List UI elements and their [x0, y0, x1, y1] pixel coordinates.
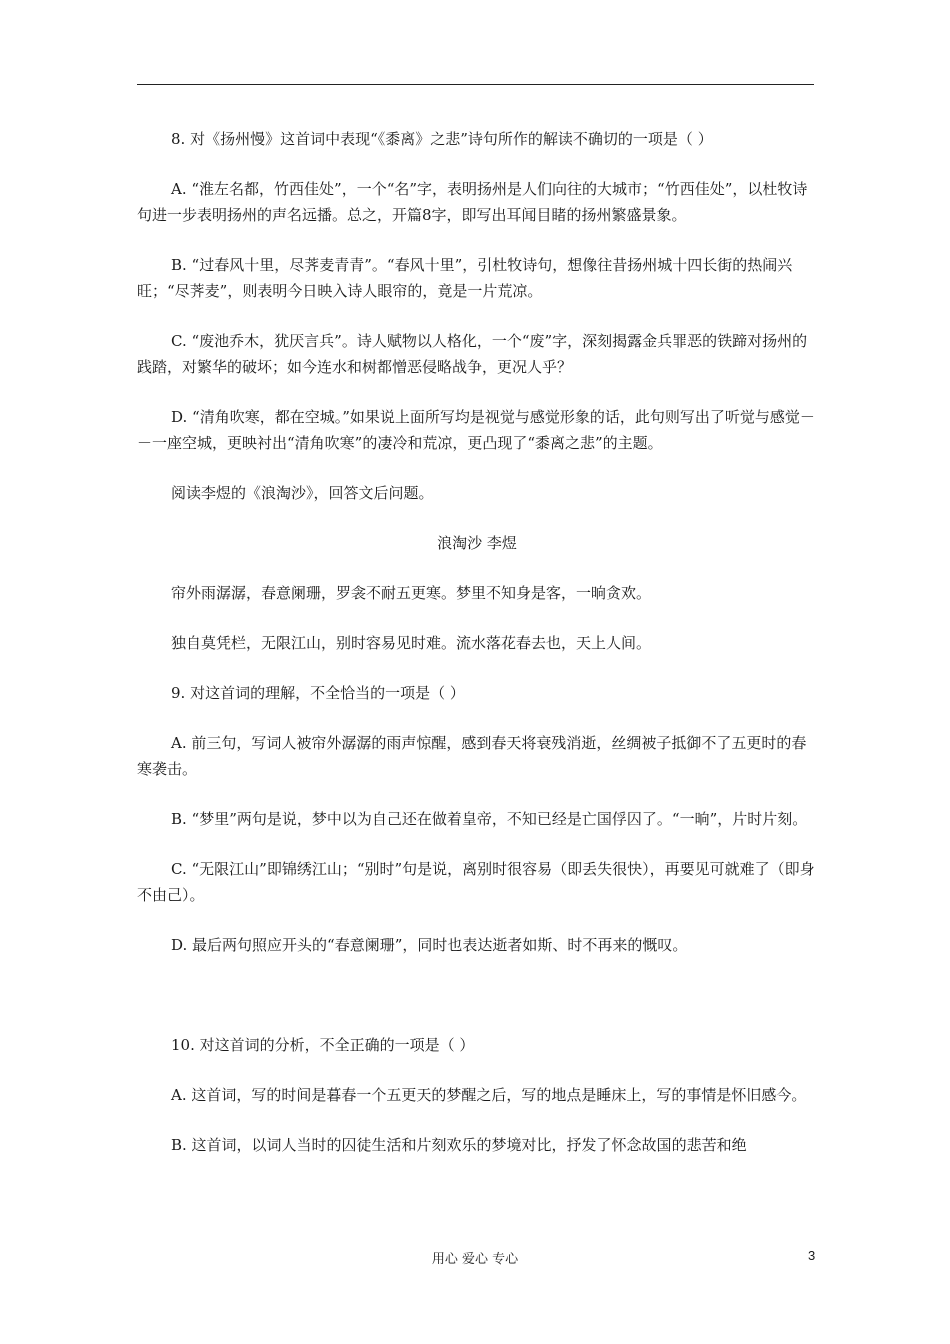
question-8-option-a: A. “淮左名都，竹西佳处”，一个“名”字，表明扬州是人们向往的大城市；“竹西佳处”，以杜牧诗句进一步表明扬州的声名远播。总之，开篇8字，即写出耳闻目睹的扬州繁盛景象。 [137, 180, 808, 224]
poem-title: 浪淘沙 李煜 [437, 534, 517, 552]
spacer [137, 982, 817, 1032]
question-9-option-b: B. “梦里”两句是说，梦中以为自己还在做着皇帝，不知已经是亡国俘囚了。“一晌”，片时片刻。 [171, 810, 808, 828]
question-9-option-a: A. 前三句，写词人被帘外潺潺的雨声惊醒，感到春天将衰残消逝，丝绸被子抵御不了五更时的春寒袭击。 [137, 734, 807, 778]
question-10: 10. 对这首词的分析，不全正确的一项是（ ） [171, 1036, 475, 1054]
header-rule [137, 84, 814, 85]
question-10-option-a: A. 这首词，写的时间是暮春一个五更天的梦醒之后，写的地点是睡床上，写的事情是怀旧感今。 [171, 1086, 807, 1104]
poem-line-1: 帘外雨潺潺，春意阑珊，罗衾不耐五更寒。梦里不知身是客，一晌贪欢。 [171, 584, 652, 602]
question-10-option-b: B. 这首词，以词人当时的囚徒生活和片刻欢乐的梦境对比，抒发了怀念故国的悲苦和绝 [171, 1136, 747, 1154]
document-body [137, 126, 817, 1182]
question-9: 9. 对这首词的理解，不全恰当的一项是（ ） [171, 684, 465, 702]
question-8-option-d: D. “清角吹寒，都在空城。”如果说上面所写均是视觉与感觉形象的话，此句则写出了听觉与感觉－－一座空城，更映衬出“清角吹寒”的凄冷和荒凉，更凸现了“黍离之悲”的主题。 [137, 408, 815, 452]
question-9-option-d: D. 最后两句照应开头的“春意阑珊”，同时也表达逝者如斯、时不再来的慨叹。 [171, 936, 688, 954]
page-number: 3 [808, 1248, 816, 1263]
question-8: 8. 对《扬州慢》这首词中表现“《黍离》之悲”诗句所作的解读不确切的一项是（ ） [171, 130, 713, 148]
question-8-option-b: B. “过春风十里，尽荠麦青青”。“春风十里”，引杜牧诗句，想像往昔扬州城十四长街的热闹兴旺；“尽荠麦”，则表明今日映入诗人眼帘的，竟是一片荒凉。 [137, 256, 793, 300]
reading-intro: 阅读李煜的《浪淘沙》，回答文后问题。 [171, 484, 434, 502]
question-9-option-c: C. “无限江山”即锦绣江山；“别时”句是说，离别时很容易（即丢失很快），再要见可就难了（即身不由己）。 [137, 860, 815, 904]
question-8-option-c: C. “废池乔木，犹厌言兵”。诗人赋物以人格化，一个“废”字，深刻揭露金兵罪恶的铁蹄对扬州的践踏，对繁华的破坏；如今连水和树都憎恶侵略战争，更况人乎？ [137, 332, 808, 376]
poem-line-2: 独自莫凭栏，无限江山，别时容易见时难。流水落花春去也，天上人间。 [171, 634, 652, 652]
footer-motto: 用心 爱心 专心 [431, 1252, 519, 1267]
